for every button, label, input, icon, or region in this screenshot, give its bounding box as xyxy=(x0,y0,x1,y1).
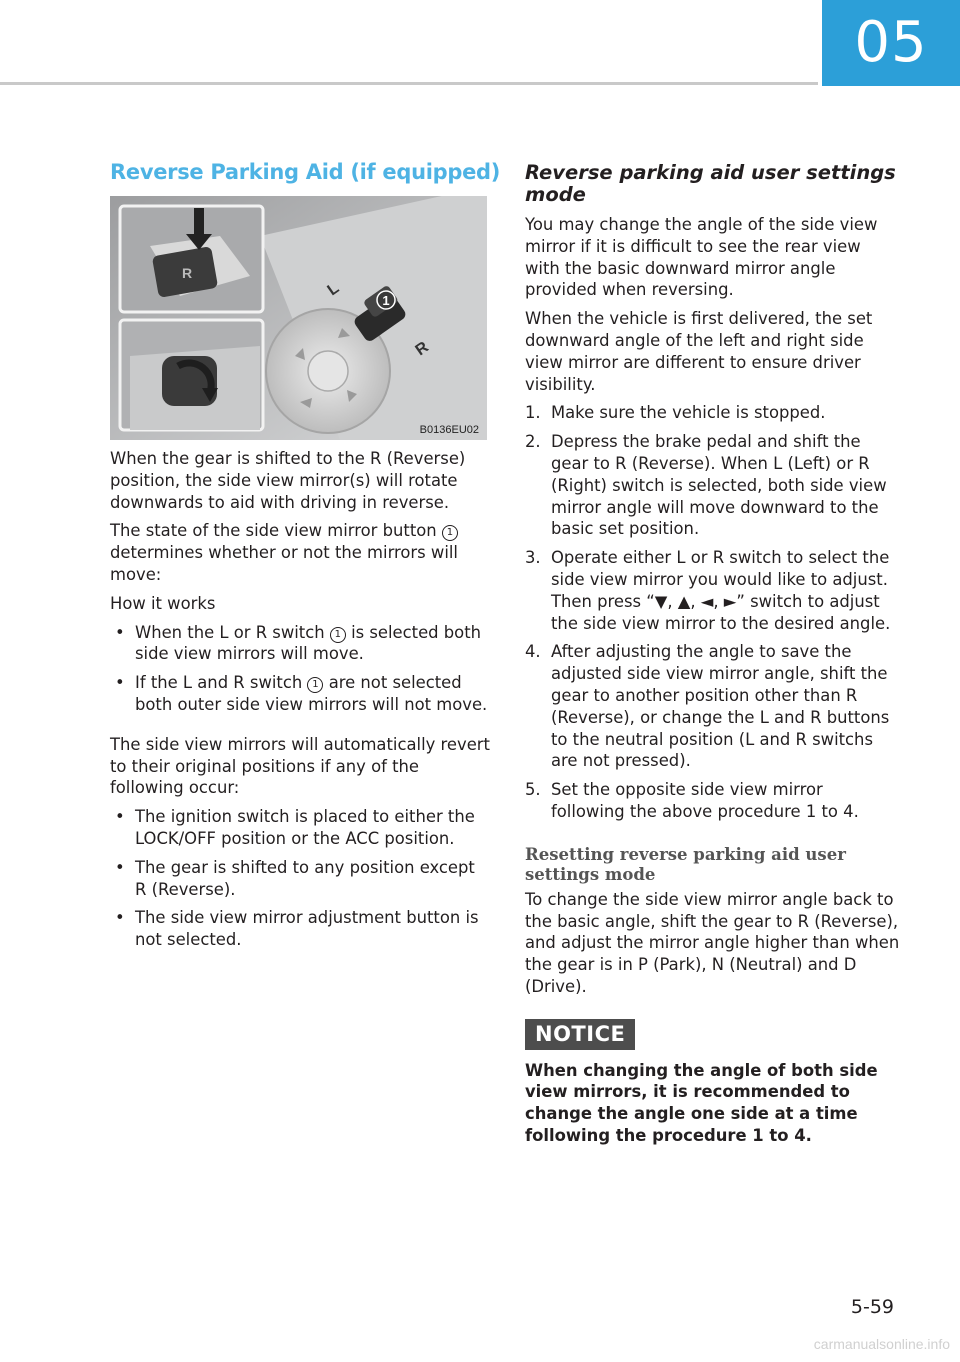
paragraph: You may change the angle of the side view mirror if it is difficult to see the rear view with the basic downward mirror angle provided when reversing. xyxy=(525,215,878,300)
callout-number: 1 xyxy=(382,293,390,308)
callout-badge: 1 xyxy=(307,677,323,693)
text-fragment: When the L or R switch xyxy=(135,622,325,642)
callout-badge: 1 xyxy=(442,525,458,541)
figure-code: B0136EU02 xyxy=(419,424,479,436)
list-item: • The ignition switch is placed to either the LOCK/OFF position or the ACC position. xyxy=(110,806,490,850)
paragraph: To change the side view mirror angle back to the basic angle, shift the gear to R (Reverse), and adjust the mirror angle higher than when the gear is in P (Park), N (Neutral) and D (Drive). xyxy=(525,889,900,996)
switch-right-label: R xyxy=(412,338,432,360)
step-text: Depress the brake pedal and shift the gear to R (Reverse). When L (Left) or R (Right) switch is selected, both side view mirror angle will move downward to the basic set position. xyxy=(551,432,887,539)
list-item xyxy=(525,779,900,823)
switch-left-label: L xyxy=(324,279,343,300)
step-text: Set the opposite side view mirror following the above procedure 1 to 4. xyxy=(551,780,859,821)
mirror-switch-figure xyxy=(110,196,487,440)
chapter-tab: 05 xyxy=(822,0,960,86)
text-fragment: are not selected both outer side view mirrors will not move. xyxy=(135,673,488,714)
bullet-list xyxy=(110,622,490,716)
text-fragment: The state of the side view mirror button xyxy=(110,521,437,541)
text-fragment: If the L and R switch xyxy=(135,673,303,693)
step-number: 2. xyxy=(525,432,541,452)
step-text: Operate either L or R switch to select the side view mirror you would like to adjust. Then press “▼, ▲, ◄, ►” switch to adjust the side view mirror to the desired angle. xyxy=(551,548,891,633)
text-fragment: determines whether or not the mirrors will move: xyxy=(110,543,458,584)
header-rule xyxy=(0,82,818,85)
step-number: 5. xyxy=(525,780,541,800)
callout-badge: 1 xyxy=(330,627,346,643)
paragraph: The side view mirrors will automatically revert to their original positions if any of the following occur: xyxy=(110,734,490,798)
paragraph: When the vehicle is first delivered, the set downward angle of the left and right side view mirror are different to ensure driver visibility. xyxy=(525,309,873,394)
notice-text: When changing the angle of both side view mirrors, it is recommended to change the angle one side at a time following the procedure 1 to 4. xyxy=(525,1060,878,1145)
step-list xyxy=(525,402,900,822)
notice-badge: NOTICE xyxy=(525,1019,635,1050)
list-item xyxy=(525,547,900,634)
paragraph: When the gear is shifted to the R (Reverse) position, the side view mirror(s) will rotate downwards to aid with driving in reverse. xyxy=(110,449,466,512)
subsection-title: Resetting reverse parking aid user settings mode xyxy=(525,844,846,884)
step-number: 1. xyxy=(525,403,541,423)
paragraph xyxy=(110,520,490,585)
bullet-list xyxy=(110,806,490,951)
list-item: • The side view mirror adjustment button is not selected. xyxy=(110,907,490,951)
list-item xyxy=(525,402,900,424)
step-number: 4. xyxy=(525,642,541,662)
list-item xyxy=(525,431,900,540)
text-fragment: is selected both side view mirrors will move. xyxy=(135,622,482,664)
list-item xyxy=(110,672,490,716)
list-item xyxy=(110,622,490,666)
step-text: Make sure the vehicle is stopped. xyxy=(551,403,826,423)
step-number: 3. xyxy=(525,548,541,568)
inset-button-label: R xyxy=(182,265,193,281)
paragraph: How it works xyxy=(110,593,216,613)
right-body xyxy=(525,162,900,1154)
watermark: carmanualsonline.info xyxy=(813,1336,950,1352)
list-item: • The gear is shifted to any position except R (Reverse). xyxy=(110,857,490,901)
page-number: 5-59 xyxy=(850,1296,894,1318)
mirror-switch-illustration xyxy=(110,196,487,440)
left-body xyxy=(110,448,490,958)
right-section-title: Reverse parking aid user settings mode xyxy=(525,161,896,206)
step-text: After adjusting the angle to save the adjusted side view mirror angle, shift the gear to another position other than R (Reverse), or change the L and R buttons to the neutral position (L and R switchs are not pressed). xyxy=(551,642,890,771)
list-item xyxy=(525,641,900,772)
section-title: Reverse Parking Aid (if equipped) xyxy=(110,160,501,184)
